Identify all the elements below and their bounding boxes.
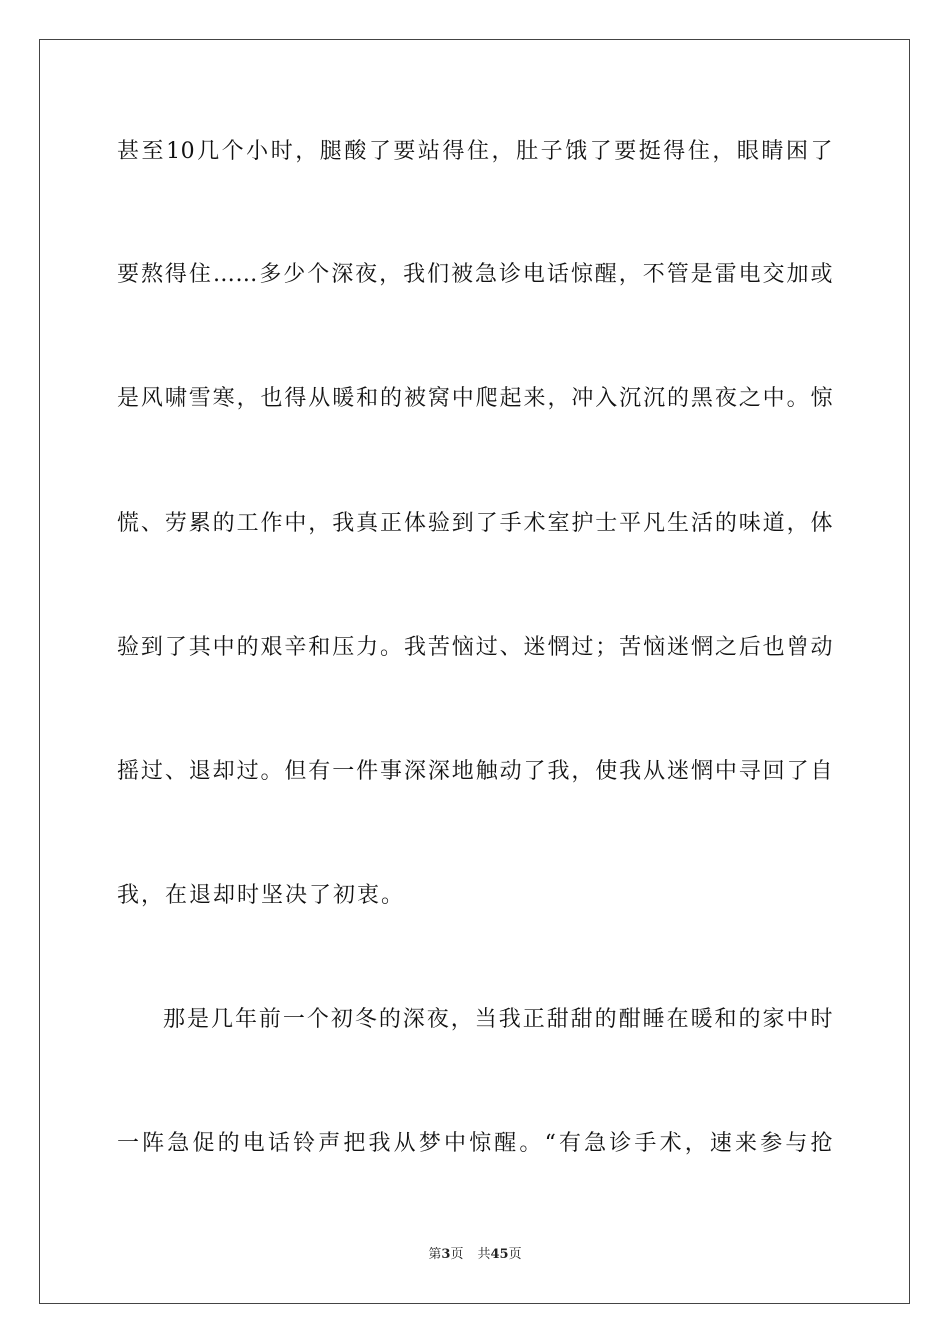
text-line-4: 慌、劳累的工作中，我真正体验到了手术室护士平凡生活的味道，体 <box>117 511 833 536</box>
page-suffix: 页 <box>450 1247 464 1262</box>
page-number: 3 <box>441 1247 451 1262</box>
text-line-1: 甚至10几个小时，腿酸了要站得住，肚子饿了要挺得住，眼睛困了 <box>117 139 833 164</box>
total-suffix: 页 <box>508 1247 522 1262</box>
text-line-3: 是风啸雪寒，也得从暖和的被窝中爬起来，冲入沉沉的黑夜之中。惊 <box>117 386 833 411</box>
text-line-8: 那是几年前一个初冬的深夜，当我正甜甜的酣睡在暖和的家中时 <box>163 1007 833 1032</box>
text-line-2: 要熬得住……多少个深夜，我们被急诊电话惊醒，不管是雷电交加或 <box>117 262 833 287</box>
total-pages: 45 <box>490 1247 509 1262</box>
text-line-9: 一阵急促的电话铃声把我从梦中惊醒。“有急诊手术，速来参与抢 <box>117 1131 833 1156</box>
text-line-7: 我，在退却时坚决了初衷。 <box>117 883 406 908</box>
page-prefix: 第 <box>428 1247 442 1262</box>
page-border <box>39 39 910 1304</box>
text-line-5: 验到了其中的艰辛和压力。我苦恼过、迷惘过；苦恼迷惘之后也曾动 <box>117 635 833 660</box>
total-prefix: 共 <box>477 1247 491 1262</box>
page-footer <box>0 1246 950 1264</box>
text-line-6: 摇过、退却过。但有一件事深深地触动了我，使我从迷惘中寻回了自 <box>117 759 833 784</box>
